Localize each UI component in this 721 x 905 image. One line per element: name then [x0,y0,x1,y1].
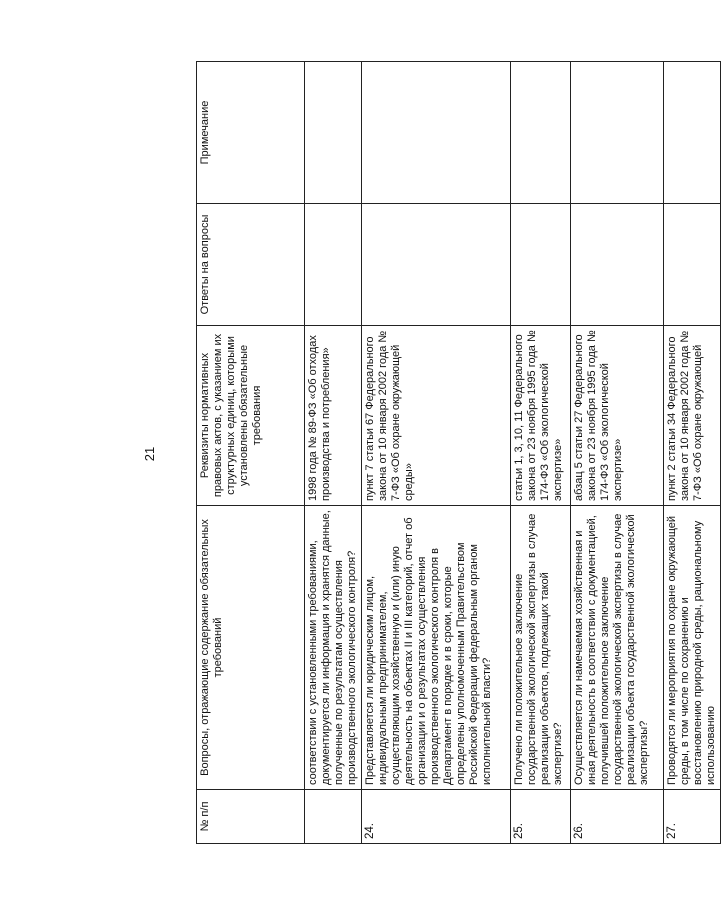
header-answers: Ответы на вопросы [197,204,305,326]
question-cell: Проводятся ли мероприятия по охране окружающей среды, в том числе по сохранению и восстановлению природной среды, рациональному использованию [664,506,721,790]
question-cell: Представляется ли юридическим лицом, индивидуальным предпринимателем, осуществляющим хозяйственную и (или) иную деятельность на объектах II и III категорий, отчет об организации и о результатах осуществления производственного экологического контроля в Департамент в порядке и в сроки, которые определены уполномоченным Правительством Российской Федерации федеральным органом исполнительной власти? [362,506,511,790]
answer-cell [511,204,571,326]
row-number: 27. [664,790,721,844]
table-row [305,62,362,844]
header-num: № п/п [197,790,305,844]
row-number: 26. [571,790,664,844]
note-cell [511,62,571,204]
question-cell: соответствии с установленными требованиями, документируется ли информация и хранятся данные, полученные по результатам осуществления производственного экологического контроля? [305,506,362,790]
question-cell: Осуществляется ли намечаемая хозяйственная и иная деятельность в соответствии с документацией, получившей положительное заключение государственной экологической экспертизы в случае реализации объекта государственной экологической экспертизы? [571,506,664,790]
answer-cell [362,204,511,326]
requirements-table [196,61,721,844]
row-number [305,790,362,844]
row-number: 25. [511,790,571,844]
requisites-cell: абзац 5 статьи 27 Федерального закона от 23 ноября 1995 года № 174-ФЗ «Об экологической экспертизе» [571,326,664,506]
page-number: 21 [142,446,157,462]
table-row [511,62,571,844]
requisites-cell: пункт 2 статьи 34 Федерального закона от 10 января 2002 года № 7-ФЗ «Об охране окружающей [664,326,721,506]
note-cell [664,62,721,204]
requisites-cell: 1998 года № 89-ФЗ «Об отходах производства и потребления» [305,326,362,506]
answer-cell [664,204,721,326]
answer-cell [305,204,362,326]
note-cell [362,62,511,204]
table-row [664,62,721,844]
table-row [571,62,664,844]
header-question: Вопросы, отражающие содержание обязательных требований [197,506,305,790]
question-cell: Получено ли положительное заключение государственной экологической экспертизы в случае реализации объектов, подлежащих такой экспертизе? [511,506,571,790]
header-notes: Примечание [197,62,305,204]
header-requisites: Реквизиты нормативных правовых актов, с указанием их структурных единиц, которыми установлены обязательные требования [197,326,305,506]
table-row [362,62,511,844]
rotated-table-container [196,62,717,844]
note-cell [305,62,362,204]
requisites-cell: статьи 1, 3, 10, 11 Федерального закона от 23 ноября 1995 года № 174-ФЗ «Об экологической экспертизе» [511,326,571,506]
requisites-cell: пункт 7 статьи 67 Федерального закона от 10 января 2002 года № 7-ФЗ «Об охране окружающей среды» [362,326,511,506]
answer-cell [571,204,664,326]
table-header-row [197,62,305,844]
note-cell [571,62,664,204]
row-number: 24. [362,790,511,844]
